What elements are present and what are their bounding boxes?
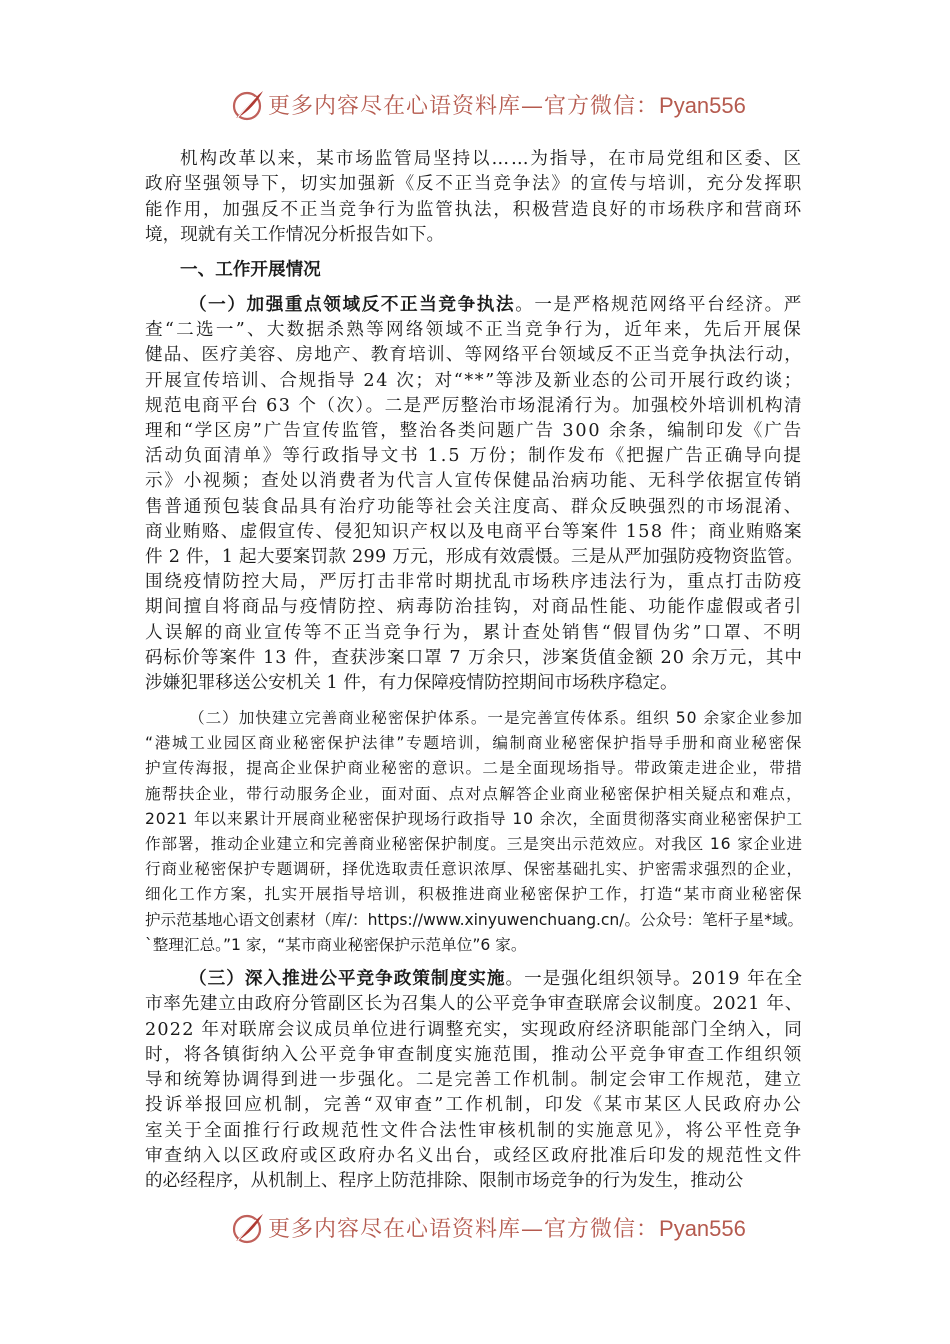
- quill-logo-icon: [230, 88, 266, 124]
- section-1-line: 商业贿赂、虚假宣传、侵犯知识产权以及电商平台等案件 158 件；商业贿赂案: [145, 521, 803, 542]
- watermark-header: [0, 86, 950, 130]
- watermark-caption: 更多内容尽在心语资料库—官方微信：: [268, 94, 660, 119]
- section-1-line: 涉嫌犯罪移送公安机关 1 件，有力保障疫情防控期间市场秩序稳定。: [145, 673, 678, 694]
- section-3-line: 室关于全面推行行政规范性文件合法性审核机制的实施意见》，将公平性竞争: [145, 1120, 803, 1141]
- section-3-first-line: [145, 967, 803, 992]
- section-1-first-line: [145, 293, 803, 318]
- section-heading: 一、工作开展情况: [180, 260, 321, 280]
- section-1-line: 售普通预包装食品具有治疗功能等社会关注度高、群众反映强烈的市场混淆、: [145, 496, 803, 517]
- watermark-wechat-id: Pyan556: [659, 93, 746, 118]
- watermark-text: [268, 1213, 746, 1246]
- section-1-paragraph: [145, 293, 803, 696]
- section-2-line: 护示范基地心语文创素材（库/：https://www.xinyuwenchuang.cn/。公众号：笔杆子星*域。: [145, 910, 803, 929]
- section-3-line: 2022 年对联席会议成员单位进行调整充实，实现政府经济职能部门全纳入，同: [145, 1019, 803, 1040]
- section-2-line: 2021 年以来累计开展商业秘密保护现场行政指导 10 余次，全面贯彻落实商业秘密保护工: [145, 809, 803, 828]
- section-1-line: 活动负面清单》等行政指导文书 1.5 万份；制作发布《把握广告正确导向提: [145, 446, 803, 467]
- watermark-footer: [0, 1209, 950, 1253]
- section-3-line: 的必经程序，从机制上、程序上防范排除、限制市场竞争的行为发生，推动公: [145, 1171, 744, 1192]
- intro-line: 政府坚强领导下，切实加强新《反不正当竞争法》的宣传与培训，充分发挥职: [145, 174, 803, 195]
- section-1-line: 码标价等案件 13 件，查获涉案口罩 7 万余只，涉案货值金额 20 余万元，其中: [145, 647, 803, 668]
- watermark-caption: 更多内容尽在心语资料库—官方微信：: [268, 1217, 660, 1242]
- section-2-line: （二）加快建立完善商业秘密保护体系。一是完善宣传体系。组织 50 余家企业参加: [189, 709, 803, 727]
- section-2-line: 行商业秘密保护专题调研，择优选取责任意识浓厚、保密基础扎实、护密需求强烈的企业，: [145, 860, 803, 879]
- section-1-line: 人误解的商业宣传等不正当竞争行为，累计查处销售“假冒伪劣”口罩、不明: [145, 622, 803, 643]
- section-3-line: 市率先建立由政府分管副区长为召集人的公平竞争审查联席会议制度。2021 年、: [145, 994, 803, 1015]
- section-1-lead: （一）加强重点领域反不正当竞争执法: [189, 295, 516, 315]
- section-3-line: 导和统筹协调得到进一步强化。二是完善工作机制。制定会审工作规范，建立: [145, 1070, 803, 1091]
- quill-logo-icon: [230, 1211, 266, 1247]
- section-3-line: 时，将各镇街纳入公平竞争审查制度实施范围，推动公平竞争审查工作组织领: [145, 1044, 803, 1065]
- intro-paragraph: [145, 147, 803, 248]
- section-1-line: 围绕疫情防控大局，严厉打击非常时期扰乱市场秩序违法行为，重点打击防疫: [145, 572, 803, 593]
- section-1-line: 期间擅自将商品与疫情防控、病毒防治挂钩，对商品性能、功能作虚假或者引: [145, 597, 803, 618]
- section-1-line: 开展宣传培训、合规指导 24 次；对“**”等涉及新业态的公司开展行政约谈；: [145, 370, 803, 391]
- section-3-line: 投诉举报回应机制，完善“双审查”工作机制，印发《某市某区人民政府办公: [145, 1095, 803, 1116]
- section-3-first-rest: 。一是强化组织领导。2019 年在全: [505, 969, 803, 989]
- section-1-line: 件 2 件，1 起大要案罚款 299 万元，形成有效震慑。三是从严加强防疫物资监管。: [145, 547, 803, 568]
- intro-line: 境，现就有关工作情况分析报告如下。: [145, 224, 445, 245]
- section-2-line: 细化工作方案，扎实开展指导培训，积极推进商业秘密保护工作，打造“某市商业秘密保: [145, 885, 803, 904]
- section-2-paragraph: [145, 706, 803, 958]
- watermark-text: [268, 90, 746, 123]
- section-2-line: 施帮扶企业，带行动服务企业，面对面、点对点解答企业商业秘密保护相关疑点和难点，: [145, 784, 803, 803]
- section-1-line: 查“二选一”、大数据杀熟等网络领域不正当竞争行为，近年来，先后开展保: [145, 320, 803, 341]
- section-2-line: 护宣传海报，提高企业保护商业秘密的意识。二是全面现场指导。带政策走进企业，带措: [145, 759, 803, 778]
- section-2-line: “港城工业园区商业秘密保护法律”专题培训，编制商业秘密保护指导手册和商业秘密保: [145, 734, 803, 753]
- section-2-line: 作部署，推动企业建立和完善商业秘密保护制度。三是突出示范效应。对我区 16 家企业进: [145, 835, 803, 854]
- intro-line: 能作用，加强反不正当竞争行为监管执法，积极营造良好的市场秩序和营商环: [145, 199, 803, 220]
- section-3-line: 审查纳入以区政府或区政府办名义出台，或经区政府批准后印发的规范性文件: [145, 1146, 803, 1167]
- section-1-line: 健品、医疗美容、房地产、教育培训、等网络平台领域反不正当竞争执法行动，: [145, 345, 803, 366]
- section-3-lead: （三）深入推进公平竞争政策制度实施: [189, 969, 506, 989]
- section-3-paragraph: [145, 967, 803, 1195]
- section-1-first-rest: 。一是严格规范网络平台经济。严: [515, 295, 803, 315]
- section-1-line: 规范电商平台 63 个（次）。二是严厉整治市场混淆行为。加强校外培训机构清: [145, 395, 803, 416]
- intro-line: 机构改革以来，某市场监管局坚持以……为指导，在市局党组和区委、区: [180, 149, 803, 169]
- section-2-line: `整理汇总。”1 家，“某市商业秘密保护示范单位”6 家。: [145, 935, 527, 954]
- section-1-line: 理和“学区房”广告宣传监管，整治各类问题广告 300 余条，编制印发《广告: [145, 421, 803, 442]
- section-1-line: 示》小视频；查处以消费者为代言人宣传保健品治病功能、无科学依据宣传销: [145, 471, 803, 492]
- watermark-wechat-id: Pyan556: [659, 1216, 746, 1241]
